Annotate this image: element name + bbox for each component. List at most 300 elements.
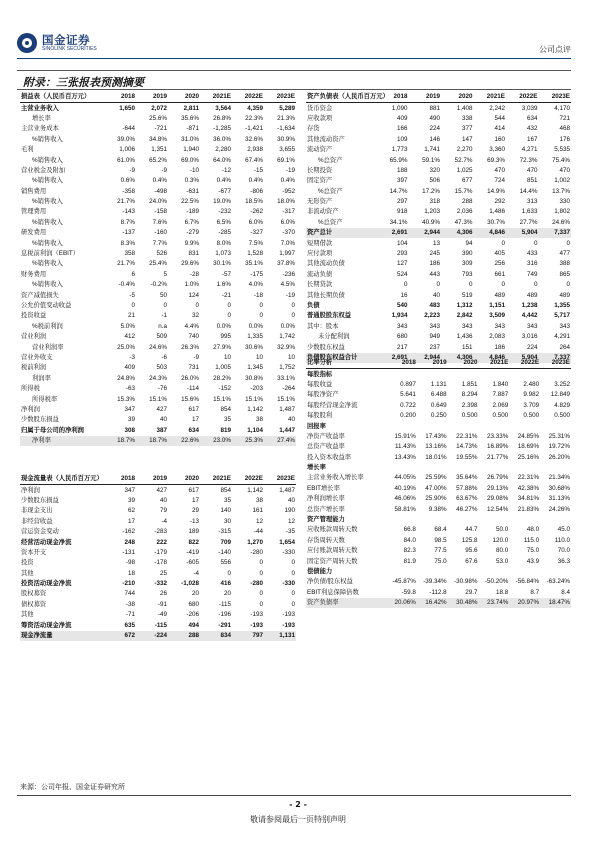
row-label: %税前利润 (32, 322, 63, 330)
row-value: 0 (291, 600, 295, 608)
row-value: 18.69% (517, 443, 540, 451)
table-row (20, 631, 296, 641)
row-value: 8.3% (120, 239, 135, 247)
row-value (478, 463, 509, 473)
row-value: 24.85% (517, 432, 540, 440)
row-label: 销售费用 (21, 187, 47, 195)
row-value: 77.5 (434, 547, 447, 555)
table-row (20, 228, 296, 238)
row-label: 所得税率 (32, 395, 58, 403)
row-value: 30.48% (448, 598, 479, 608)
row-value: -158 (154, 208, 167, 216)
row-value: 427 (156, 486, 167, 494)
row-value: -291 (218, 621, 231, 629)
row-value: 22.6% (168, 436, 200, 446)
row-value (386, 567, 417, 577)
row-value: 1,355 (554, 302, 570, 309)
row-value: 1,408 (456, 104, 473, 112)
cashflow-table (20, 474, 296, 641)
row-value: 0 (468, 281, 473, 289)
logo-icon (17, 33, 37, 53)
table-row (306, 187, 571, 197)
row-label: 其他 (21, 611, 34, 619)
row-label: 未分配利润 (318, 333, 350, 341)
table-row (306, 332, 571, 342)
row-value: 2,842 (456, 312, 473, 320)
row-value: 95.6 (465, 547, 478, 555)
row-value: 64.0% (213, 156, 231, 164)
row-value: 19.55% (456, 453, 478, 461)
table-row (20, 374, 296, 384)
table-row (20, 589, 296, 599)
row-value: 4,291 (554, 333, 570, 341)
row-value: 5,904 (506, 353, 539, 363)
row-value: 1,270 (247, 538, 263, 546)
row-value (509, 515, 540, 525)
row-value (509, 567, 540, 577)
row-value (448, 463, 479, 473)
row-label: 非流动资产 (307, 208, 339, 216)
row-value: 1,131 (264, 631, 296, 641)
row-value: 186 (494, 343, 505, 351)
row-value: 4,306 (441, 353, 474, 363)
table-row (306, 301, 571, 311)
row-value: 526 (156, 250, 167, 258)
year-header: 2021E (200, 474, 232, 485)
table-row (20, 135, 296, 145)
page-title: 附录：三张报表预测摘要 (23, 76, 144, 89)
row-label: 应付账款周转天数 (307, 547, 358, 555)
row-value (509, 463, 540, 473)
row-value: 634 (188, 426, 199, 434)
row-value: 288 (461, 198, 473, 206)
table-row (20, 114, 296, 124)
row-value: -264 (282, 385, 295, 393)
row-label: 每股股利 (307, 412, 333, 420)
year-header: 2019 (409, 92, 442, 103)
table-row (306, 135, 571, 145)
row-value: 1,006 (119, 146, 135, 154)
row-value: -280 (250, 580, 263, 588)
row-label: 非经营收益 (21, 517, 53, 525)
row-value: 34.81% (517, 495, 540, 503)
table-row (20, 290, 296, 300)
row-value: 0.250 (430, 412, 447, 420)
row-value: 0.500 (523, 412, 540, 420)
row-value: 2,944 (409, 353, 442, 363)
row-value: -30.98% (454, 578, 478, 586)
row-value: -631 (186, 187, 199, 195)
table-row (20, 415, 296, 425)
row-value: 48.0 (526, 526, 540, 534)
row-label: 债权募资 (21, 600, 47, 608)
row-value: 6.0% (248, 218, 263, 226)
ratios-table (306, 358, 571, 608)
row-value: 4.5% (280, 281, 295, 289)
table-row (306, 114, 571, 124)
row-value: 490 (429, 114, 440, 122)
income-table (20, 92, 296, 446)
row-value: 388 (559, 260, 570, 268)
row-value: 503 (156, 364, 167, 372)
row-value: 7.7% (152, 239, 167, 247)
row-value: 0.4% (280, 177, 295, 185)
row-value: 14.4% (519, 187, 538, 195)
row-value: -91 (157, 600, 167, 608)
row-value: 43.9 (526, 557, 540, 565)
table-row (20, 207, 296, 217)
row-value: 0.4% (216, 177, 231, 185)
row-label: 资产总计 (306, 228, 376, 238)
row-value: -677 (218, 187, 231, 195)
row-value: -4 (161, 517, 167, 525)
row-value: 47.00% (425, 484, 447, 492)
row-value: 1,025 (456, 166, 473, 174)
row-value: 94 (465, 239, 473, 247)
row-value: 0.6% (120, 177, 135, 185)
row-value: 1,997 (279, 250, 295, 258)
row-value: 293 (396, 250, 408, 258)
row-value: 0 (163, 302, 167, 309)
row-value: -327 (250, 229, 263, 237)
row-value: 29.13% (486, 484, 509, 492)
row-value: 470 (494, 166, 505, 174)
row-value: 35 (223, 416, 231, 424)
table-row (306, 218, 571, 228)
row-value: 57.88% (456, 484, 478, 492)
row-value: 17.43% (425, 432, 447, 440)
row-value: -115 (154, 621, 167, 629)
row-value: 46.06% (394, 495, 416, 503)
row-value: 3,039 (521, 104, 538, 112)
row-value (509, 369, 540, 380)
row-value: 0 (259, 600, 263, 608)
row-value: 22.31% (456, 432, 478, 440)
year-header: 2022E (232, 474, 264, 485)
row-value: -19 (285, 166, 295, 174)
row-value: 405 (494, 250, 505, 258)
row-value: 489 (559, 291, 570, 299)
row-label: 流动负债 (307, 270, 333, 278)
row-value: -224 (136, 631, 168, 641)
row-label: %销售收入 (32, 281, 63, 289)
row-value: 2,691 (376, 353, 409, 363)
row-value (540, 463, 571, 473)
row-value: 432 (526, 125, 538, 133)
row-value: 0 (291, 559, 295, 567)
row-value: 61.0% (117, 156, 135, 164)
row-value: 881 (429, 104, 440, 112)
table-row (20, 506, 296, 516)
row-value: 0 (533, 281, 538, 289)
row-value: 7,337 (539, 228, 572, 238)
row-value: 39 (127, 416, 135, 424)
table-row (306, 473, 571, 483)
row-value: 2,072 (151, 104, 167, 112)
row-value: 37.8% (277, 260, 295, 268)
row-value: 30.6% (245, 343, 263, 351)
row-value (509, 421, 540, 431)
row-value: 470 (526, 166, 538, 174)
row-value: 343 (526, 322, 538, 330)
row-value: -18 (253, 291, 263, 299)
row-value: 677 (461, 177, 473, 185)
row-label: %总资产 (318, 187, 343, 195)
row-value: 2.398 (461, 401, 478, 409)
row-value: 1,351 (151, 146, 167, 154)
row-value: 819 (220, 426, 231, 434)
row-value: 4.4% (184, 322, 199, 330)
row-value: 40 (287, 416, 295, 424)
table-row (306, 176, 571, 186)
row-value: 18.47% (540, 598, 571, 608)
row-label: 净利润 (21, 486, 40, 494)
row-value (417, 421, 448, 431)
table-header-row (306, 92, 571, 103)
row-value: 21.34% (548, 474, 570, 482)
row-value: 222 (156, 538, 167, 546)
row-value: 65.9% (389, 156, 408, 164)
year-header: 2019 (136, 474, 168, 485)
row-value: 2,691 (376, 228, 409, 238)
disclaimer-link[interactable]: 敬请参阅最后一页特别声明 (250, 815, 346, 824)
row-value: 1,741 (424, 146, 440, 154)
row-value: 110.0 (554, 536, 570, 544)
year-header: 2018 (386, 358, 417, 369)
row-label: 总资产收益率 (307, 443, 345, 451)
row-value: 320 (429, 166, 440, 174)
row-value: 397 (396, 177, 408, 185)
row-value: 2,938 (247, 146, 263, 154)
row-value: 443 (429, 270, 440, 278)
row-value: -605 (186, 559, 199, 567)
row-value: 5,289 (279, 104, 295, 112)
row-value: 25.59% (425, 474, 447, 482)
row-value: -45.87% (392, 578, 416, 586)
row-value: 540 (396, 302, 408, 309)
row-value: -175 (250, 270, 263, 278)
row-value: 19.72% (548, 443, 570, 451)
row-value: 834 (200, 631, 232, 641)
row-value: 24.8% (117, 374, 135, 382)
row-value: 672 (104, 631, 136, 641)
row-value: 31.13% (548, 495, 570, 503)
row-value: 1,447 (279, 426, 295, 434)
row-value: 58.81% (394, 505, 416, 513)
row-value: 4,442 (521, 312, 538, 320)
row-label: 归属于母公司的净利润 (21, 426, 84, 434)
row-value: -1,285 (213, 125, 231, 133)
row-value: 224 (526, 343, 538, 351)
row-value: 23.0% (200, 436, 232, 446)
row-value: 146 (429, 135, 440, 143)
row-value: 309 (461, 260, 473, 268)
row-value: 489 (526, 291, 538, 299)
row-value: 29.6% (181, 260, 199, 268)
row-value: 409 (124, 364, 135, 372)
table-row (306, 463, 571, 473)
row-value: 731 (188, 364, 199, 372)
row-value: 4,846 (474, 228, 507, 238)
row-value: 6 (131, 270, 135, 278)
row-value: 0.649 (430, 401, 447, 409)
row-value: 4,271 (521, 146, 538, 154)
table-row (306, 453, 571, 463)
row-value: 125.8 (461, 536, 478, 544)
row-label: 资产减值损失 (21, 291, 59, 299)
balance-table (306, 92, 571, 363)
row-value: 10 (255, 353, 263, 361)
row-value: 5 (163, 270, 167, 278)
row-value: 0 (566, 281, 570, 289)
row-label: 营业利润 (21, 333, 47, 341)
row-value: 109 (396, 135, 408, 143)
row-label: 存货周转天数 (307, 536, 345, 544)
row-value: 5,904 (506, 228, 539, 238)
row-value: -59.8 (401, 588, 416, 596)
row-value: -721 (154, 125, 167, 133)
row-value: 120.0 (492, 536, 509, 544)
row-value: 409 (396, 114, 408, 122)
row-label: 增长率 (307, 464, 326, 472)
row-value: 0 (227, 312, 231, 320)
row-value: 0 (259, 312, 263, 320)
table-row (20, 322, 296, 332)
row-label: 营业利润率 (32, 343, 64, 351)
row-value: 13 (432, 239, 440, 247)
row-value: 12 (255, 517, 263, 525)
row-value: -152 (218, 385, 231, 393)
row-label: 筹资活动现金净流 (21, 621, 72, 629)
table-row (20, 436, 296, 446)
row-value: 2,811 (183, 104, 199, 112)
table-row (306, 270, 571, 280)
row-value: 44.05% (394, 474, 416, 482)
row-value: 161 (252, 507, 263, 515)
row-value: -76 (157, 385, 167, 393)
table-row (306, 207, 571, 217)
row-label: 所得税 (21, 385, 40, 393)
row-value: 14.7% (389, 187, 408, 195)
row-value: 44.7 (465, 526, 478, 534)
table-row (20, 527, 296, 537)
row-label: 每股经营现金净流 (307, 401, 358, 409)
row-value: 8.294 (461, 391, 478, 399)
table-row (306, 536, 571, 546)
row-value: 72.3% (519, 156, 538, 164)
row-value: 69.1% (277, 156, 295, 164)
row-value: -13 (189, 517, 199, 525)
row-value: 18.7% (104, 436, 136, 446)
row-value: 25.3% (232, 436, 264, 446)
row-value: -98 (125, 559, 135, 567)
row-value: -12 (221, 166, 231, 174)
row-value: 1,940 (183, 146, 199, 154)
row-value: -1,421 (245, 125, 263, 133)
table-row (20, 124, 296, 134)
row-value: 3.709 (523, 401, 540, 409)
row-value: 2.480 (523, 380, 540, 388)
row-value: 3,655 (279, 146, 295, 154)
row-value: -358 (122, 187, 135, 195)
row-value: 23.74% (478, 598, 509, 608)
row-value: 19.0% (213, 198, 231, 206)
row-value: 40 (159, 496, 167, 504)
row-label: 毛利 (21, 146, 34, 154)
row-value: 32 (191, 312, 199, 320)
row-value: 68.4 (434, 526, 447, 534)
row-value: 338 (461, 114, 473, 122)
table-row (306, 249, 571, 259)
row-value: 176 (559, 135, 570, 143)
row-value: -131 (122, 548, 135, 556)
row-value: 1,151 (489, 302, 505, 309)
row-value: 1,104 (247, 426, 263, 434)
row-value: 35.6% (181, 114, 199, 122)
row-value: 6.488 (430, 391, 447, 399)
row-value: 189 (188, 528, 199, 536)
table-row (20, 384, 296, 394)
row-label: 营业税金及附加 (21, 166, 66, 174)
year-header: 2022E (509, 358, 540, 369)
row-value: -143 (122, 208, 135, 216)
row-value: 1,345 (247, 364, 263, 372)
row-value: 1,486 (489, 208, 505, 216)
row-label: 净利率 (20, 436, 104, 446)
row-value: 0 (259, 569, 263, 577)
row-value: 26.8% (213, 114, 231, 122)
row-value: 15.7% (454, 187, 473, 195)
row-value: 5,717 (554, 312, 570, 320)
row-value (386, 463, 417, 473)
row-value: 84.0 (403, 536, 416, 544)
row-value: 24.3% (149, 374, 167, 382)
table-row (306, 311, 571, 321)
row-value: 69.0% (181, 156, 199, 164)
row-value: 39 (127, 496, 135, 504)
row-value (478, 421, 509, 431)
row-value (448, 515, 479, 525)
table-row (20, 610, 296, 620)
row-value: 25.90% (425, 495, 447, 503)
row-label: 应收款项 (307, 114, 333, 122)
year-header: 2019 (136, 92, 168, 103)
row-value: 25.16% (517, 453, 540, 461)
row-value: 854 (220, 405, 231, 413)
table-row (20, 249, 296, 259)
row-value: 21.7% (117, 198, 135, 206)
row-value: 854 (220, 486, 231, 494)
row-value: 347 (124, 405, 135, 413)
row-value: 50.0 (496, 526, 509, 534)
row-value: 427 (156, 405, 167, 413)
row-value: 15.3% (117, 395, 135, 403)
row-value: 69.3% (487, 156, 505, 164)
row-value: 343 (494, 322, 505, 330)
row-value: 0.0% (280, 322, 295, 330)
row-value: 7.6% (152, 218, 167, 226)
row-value: -56.84% (515, 578, 540, 586)
row-value: 18 (127, 569, 135, 577)
row-label: 主营业务收入 (21, 104, 59, 112)
row-value: 35.64% (456, 474, 478, 482)
row-value: 38 (255, 416, 263, 424)
row-value: 23.33% (486, 432, 509, 440)
row-value: 524 (396, 270, 408, 278)
row-value: 18.8 (496, 588, 509, 596)
row-value: 29.08% (486, 495, 509, 503)
row-value: 66.8 (403, 526, 416, 534)
